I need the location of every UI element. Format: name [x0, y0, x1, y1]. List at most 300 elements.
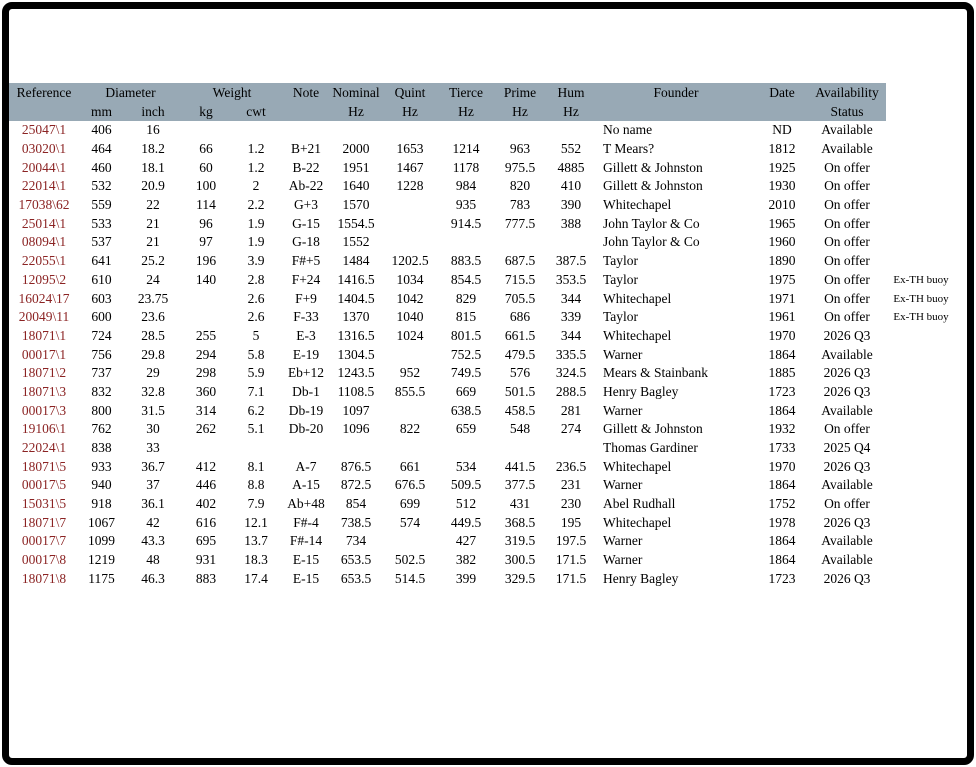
cell-mm: 762	[91, 421, 112, 437]
cell-hum: 230	[560, 496, 582, 512]
cell-date: 1864	[768, 477, 796, 493]
cell-hum: 171.5	[555, 570, 587, 586]
cell-reference[interactable]: 18071\1	[21, 327, 67, 343]
cell-nominal: 1304.5	[337, 346, 375, 362]
header-reference-sub	[9, 102, 79, 121]
table-row	[9, 383, 956, 402]
cell-kg: 97	[199, 234, 213, 250]
cell-hum	[546, 233, 596, 252]
cell-kg: 196	[195, 253, 217, 269]
cell-date: 1890	[768, 253, 796, 269]
cell-note: F-33	[293, 309, 319, 325]
table-row	[9, 140, 956, 159]
cell-availability: On offer	[824, 178, 870, 194]
cell-mm: 800	[91, 402, 112, 418]
cell-cwt: 2.6	[247, 309, 265, 325]
cell-hum: 231	[560, 477, 582, 493]
cell-mm: 1219	[88, 552, 115, 568]
cell-nominal: 1404.5	[337, 290, 375, 306]
cell-availability: 2026 Q3	[823, 514, 871, 530]
cell-inch: 23.75	[137, 290, 169, 306]
cell-reference[interactable]: 19106\1	[21, 421, 67, 437]
cell-date: 1961	[768, 309, 796, 325]
bell-stock-table	[9, 83, 956, 588]
cell-mm: 460	[91, 159, 112, 175]
cell-mm: 1099	[88, 533, 115, 549]
cell-reference[interactable]: 25014\1	[21, 215, 67, 231]
cell-tierce: 669	[455, 383, 477, 399]
header-cwt: cwt	[230, 102, 282, 121]
cell-reference[interactable]: 22024\1	[21, 440, 67, 456]
cell-inch: 48	[146, 552, 160, 568]
cell-date: 1930	[768, 178, 796, 194]
cell-mm: 933	[91, 458, 112, 474]
cell-cwt: 13.7	[244, 533, 268, 549]
cell-reference[interactable]: 18071\3	[21, 383, 67, 399]
cell-prime: 501.5	[504, 383, 536, 399]
table-row	[9, 364, 956, 383]
cell-founder: Henry Bagley	[603, 570, 679, 586]
table-row	[9, 121, 956, 140]
cell-inch: 22	[146, 197, 160, 213]
cell-reference[interactable]: 08094\1	[21, 234, 67, 250]
cell-mm: 1067	[88, 514, 115, 530]
cell-reference[interactable]: 16024\17	[18, 290, 70, 306]
cell-quint	[382, 233, 438, 252]
cell-founder: Taylor	[603, 309, 639, 325]
cell-cwt: 8.1	[247, 458, 265, 474]
cell-cwt: 2	[252, 178, 260, 194]
cell-prime: 458.5	[504, 402, 536, 418]
header-status: Status	[808, 102, 886, 121]
header-tierce-hz: Hz	[438, 102, 494, 121]
table-row	[9, 439, 956, 458]
cell-hum: 353.5	[555, 271, 587, 287]
cell-hum: 324.5	[555, 365, 587, 381]
cell-tierce: 659	[455, 421, 477, 437]
cell-prime	[494, 233, 546, 252]
cell-note: Db-19	[288, 402, 324, 418]
cell-tierce: 509.5	[450, 477, 482, 493]
cell-note: Db-20	[288, 421, 324, 437]
cell-availability: On offer	[824, 421, 870, 437]
cell-note: G+3	[293, 197, 319, 213]
cell-quint: 676.5	[394, 477, 426, 493]
cell-mm: 603	[91, 290, 112, 306]
table-row	[9, 457, 956, 476]
cell-nominal: 1108.5	[337, 383, 375, 399]
cell-kg: 360	[195, 383, 217, 399]
cell-prime: 368.5	[504, 514, 536, 530]
header-nominal-hz: Hz	[330, 102, 382, 121]
cell-note: F+24	[291, 271, 321, 287]
table-row	[9, 289, 956, 308]
cell-note: E-15	[292, 552, 320, 568]
cell-quint	[382, 121, 438, 140]
cell-founder: Warner	[603, 346, 643, 362]
cell-quint: 1042	[396, 290, 424, 306]
header-row-1	[9, 83, 956, 102]
cell-reference[interactable]: 00017\8	[21, 552, 67, 568]
cell-inch: 36.1	[141, 496, 165, 512]
cell-kg: 616	[195, 514, 217, 530]
cell-availability: 2026 Q3	[823, 458, 871, 474]
cell-prime: 715.5	[504, 271, 536, 287]
header-inch: inch	[124, 102, 182, 121]
cell-tierce: 935	[455, 197, 477, 213]
cell-remark	[886, 551, 956, 570]
cell-availability: On offer	[824, 159, 870, 175]
cell-prime: 705.5	[504, 290, 536, 306]
header-tierce: Tierce	[438, 83, 494, 102]
table-row	[9, 196, 956, 215]
cell-mm: 600	[91, 309, 112, 325]
cell-hum	[546, 121, 596, 140]
cell-date: 1864	[768, 402, 796, 418]
cell-inch: 24	[146, 271, 160, 287]
cell-inch: 37	[146, 477, 160, 493]
cell-mm: 559	[91, 197, 112, 213]
cell-hum: 344	[560, 290, 582, 306]
cell-inch: 21	[146, 215, 160, 231]
cell-note: B-22	[292, 159, 320, 175]
cell-hum: 236.5	[555, 458, 587, 474]
cell-kg	[182, 439, 230, 458]
cell-reference[interactable]: 20049\11	[18, 309, 70, 325]
cell-quint: 1228	[396, 178, 424, 194]
cell-kg: 140	[195, 271, 217, 287]
cell-inch: 16	[146, 122, 160, 138]
cell-remark	[886, 140, 956, 159]
cell-availability: 2026 Q3	[823, 365, 871, 381]
cell-note: A-15	[292, 477, 320, 493]
cell-hum: 410	[560, 178, 582, 194]
header-hum: Hum	[546, 83, 596, 102]
cell-date: 1723	[768, 383, 796, 399]
cell-date: 1723	[768, 570, 796, 586]
cell-remark	[886, 383, 956, 402]
cell-remark	[886, 513, 956, 532]
cell-quint	[382, 532, 438, 551]
cell-inch: 32.8	[141, 383, 165, 399]
cell-reference[interactable]: 22055\1	[21, 253, 67, 269]
header-remark-spacer-2	[886, 102, 956, 121]
header-availability: Availability	[808, 83, 886, 102]
cell-note	[282, 121, 330, 140]
cell-date: 1965	[768, 215, 796, 231]
table-row	[9, 252, 956, 271]
cell-mm: 838	[91, 440, 112, 456]
cell-remark	[886, 214, 956, 233]
cell-tierce: 914.5	[450, 215, 482, 231]
cell-availability: Available	[821, 402, 873, 418]
cell-kg: 262	[195, 421, 217, 437]
cell-cwt: 7.9	[247, 496, 265, 512]
cell-cwt: 1.2	[247, 141, 265, 157]
cell-kg: 931	[195, 552, 217, 568]
header-mm: mm	[79, 102, 124, 121]
cell-tierce: 512	[455, 496, 477, 512]
cell-kg: 402	[195, 496, 217, 512]
cell-inch: 29	[146, 365, 160, 381]
header-founder: Founder	[596, 83, 756, 102]
cell-quint	[382, 345, 438, 364]
cell-kg: 66	[199, 141, 213, 157]
cell-nominal: 1097	[342, 402, 370, 418]
cell-kg	[182, 121, 230, 140]
cell-nominal: 1552	[342, 234, 370, 250]
cell-date: ND	[772, 122, 792, 138]
cell-date: 2010	[768, 197, 796, 213]
cell-remark	[886, 121, 956, 140]
cell-prime: 548	[509, 421, 531, 437]
cell-inch: 18.1	[141, 159, 165, 175]
cell-availability: 2026 Q3	[823, 570, 871, 586]
cell-founder: Gillett & Johnston	[603, 159, 703, 175]
cell-inch: 33	[146, 440, 160, 456]
cell-quint: 1467	[396, 159, 424, 175]
cell-date: 1960	[768, 234, 796, 250]
cell-note: B+21	[290, 141, 322, 157]
table-row	[9, 233, 956, 252]
cell-kg: 114	[196, 197, 216, 213]
cell-cwt: 18.3	[244, 552, 268, 568]
cell-founder: No name	[603, 122, 653, 138]
cell-note	[282, 439, 330, 458]
cell-mm: 737	[91, 365, 112, 381]
cell-prime: 687.5	[504, 253, 536, 269]
cell-nominal: 2000	[342, 141, 370, 157]
cell-founder: Taylor	[603, 271, 639, 287]
cell-inch: 20.9	[141, 178, 165, 194]
cell-reference[interactable]: 00017\3	[21, 402, 67, 418]
cell-note: F+9	[295, 290, 317, 306]
cell-availability: Available	[821, 552, 873, 568]
cell-kg	[182, 289, 230, 308]
cell-prime: 963	[509, 141, 531, 157]
cell-reference[interactable]: 20044\1	[21, 159, 67, 175]
cell-tierce: 883.5	[450, 253, 482, 269]
cell-cwt: 5	[252, 327, 260, 343]
cell-nominal: 653.5	[340, 570, 372, 586]
cell-tierce: 829	[455, 290, 477, 306]
cell-mm: 406	[91, 122, 112, 138]
cell-remark	[886, 252, 956, 271]
cell-hum: 197.5	[555, 533, 587, 549]
cell-availability: Available	[821, 533, 873, 549]
header-nominal: Nominal	[330, 83, 382, 102]
cell-note: F#+5	[291, 253, 321, 269]
cell-availability: Available	[821, 122, 873, 138]
cell-availability: On offer	[824, 496, 870, 512]
cell-mm: 641	[91, 253, 112, 269]
cell-date: 1971	[768, 290, 796, 306]
table-body	[9, 121, 956, 588]
cell-mm: 464	[91, 141, 112, 157]
cell-founder: John Taylor & Co	[603, 215, 700, 231]
cell-quint	[382, 214, 438, 233]
cell-prime: 686	[509, 309, 531, 325]
cell-availability: Available	[821, 141, 873, 157]
cell-nominal: 872.5	[340, 477, 372, 493]
cell-quint: 855.5	[394, 383, 426, 399]
cell-cwt: 3.9	[247, 253, 265, 269]
cell-mm: 533	[91, 215, 112, 231]
cell-founder: Warner	[603, 533, 643, 549]
header-remark-spacer	[886, 83, 956, 102]
cell-note: G-15	[292, 215, 320, 231]
cell-remark	[886, 532, 956, 551]
cell-prime: 479.5	[504, 346, 536, 362]
cell-inch: 21	[146, 234, 160, 250]
header-quint: Quint	[382, 83, 438, 102]
header-reference: Reference	[9, 83, 79, 102]
cell-remark	[886, 345, 956, 364]
cell-date: 1864	[768, 346, 796, 362]
cell-cwt: 5.8	[247, 346, 265, 362]
cell-prime: 820	[509, 178, 531, 194]
cell-nominal	[330, 121, 382, 140]
cell-date: 1885	[768, 365, 796, 381]
cell-hum: 388	[560, 215, 582, 231]
table-row	[9, 401, 956, 420]
cell-reference[interactable]: 03020\1	[21, 141, 67, 157]
cell-hum: 4885	[557, 159, 585, 175]
cell-founder: Mears & Stainbank	[603, 365, 708, 381]
cell-cwt: 6.2	[247, 402, 265, 418]
cell-quint: 1040	[396, 309, 424, 325]
cell-tierce: 752.5	[450, 346, 482, 362]
cell-availability: 2025 Q4	[823, 440, 871, 456]
cell-nominal: 1554.5	[337, 215, 375, 231]
cell-reference[interactable]: 00017\7	[21, 533, 67, 549]
cell-note: A-7	[295, 458, 317, 474]
cell-prime: 576	[509, 365, 531, 381]
header-prime: Prime	[494, 83, 546, 102]
cell-nominal: 734	[345, 533, 367, 549]
cell-availability: Available	[821, 477, 873, 493]
table-row	[9, 345, 956, 364]
cell-mm: 532	[91, 178, 112, 194]
cell-hum: 171.5	[555, 552, 587, 568]
cell-tierce: 801.5	[450, 327, 482, 343]
cell-prime: 777.5	[504, 215, 536, 231]
cell-quint	[382, 401, 438, 420]
cell-kg: 60	[199, 159, 213, 175]
cell-kg: 412	[195, 458, 217, 474]
cell-date: 1932	[768, 421, 796, 437]
cell-founder: Whitechapel	[603, 514, 672, 530]
cell-date: 1812	[768, 141, 796, 157]
cell-quint: 574	[399, 514, 421, 530]
cell-reference[interactable]: 18071\2	[21, 365, 67, 381]
cell-reference[interactable]: 18071\8	[21, 570, 67, 586]
cell-date: 1752	[768, 496, 796, 512]
header-row-2	[9, 102, 956, 121]
cell-cwt: 2.8	[247, 271, 265, 287]
cell-reference[interactable]: 00017\1	[21, 346, 67, 362]
cell-inch: 28.5	[141, 327, 165, 343]
cell-cwt: 17.4	[244, 570, 268, 586]
cell-reference[interactable]: 18071\7	[21, 514, 67, 530]
cell-cwt: 2.6	[247, 290, 265, 306]
cell-cwt: 1.2	[247, 159, 265, 175]
cell-reference[interactable]: 22014\1	[21, 178, 67, 194]
cell-reference[interactable]: 18071\5	[21, 458, 67, 474]
cell-availability: On offer	[824, 197, 870, 213]
cell-tierce: 854.5	[450, 271, 482, 287]
cell-quint: 661	[399, 458, 421, 474]
cell-founder: Whitechapel	[603, 197, 672, 213]
cell-hum: 344	[560, 327, 582, 343]
cell-tierce: 1178	[452, 159, 480, 175]
cell-prime	[494, 121, 546, 140]
cell-reference[interactable]: 25047\1	[21, 122, 67, 138]
cell-cwt: 7.1	[247, 383, 265, 399]
cell-cwt	[230, 121, 282, 140]
cell-inch: 23.6	[141, 309, 165, 325]
cell-hum: 288.5	[555, 383, 587, 399]
cell-cwt: 2.2	[247, 197, 265, 213]
cell-tierce: 382	[455, 552, 477, 568]
cell-cwt: 8.8	[247, 477, 265, 493]
cell-founder: Whitechapel	[603, 327, 672, 343]
cell-nominal: 1951	[342, 159, 370, 175]
cell-reference[interactable]: 15031\5	[21, 496, 67, 512]
cell-nominal: 854	[345, 496, 367, 512]
cell-reference[interactable]: 17038\62	[18, 197, 70, 213]
cell-founder: Thomas Gardiner	[603, 440, 698, 456]
cell-date: 1864	[768, 533, 796, 549]
cell-remark: Ex-TH buoy	[893, 311, 949, 324]
cell-nominal: 1484	[342, 253, 370, 269]
cell-date: 1970	[768, 458, 796, 474]
header-date: Date	[756, 83, 808, 102]
cell-founder: Taylor	[603, 253, 639, 269]
cell-quint: 1024	[396, 327, 424, 343]
cell-inch: 31.5	[141, 402, 165, 418]
cell-quint: 514.5	[394, 570, 426, 586]
cell-note: E-19	[292, 346, 320, 362]
cell-founder: Henry Bagley	[603, 383, 679, 399]
cell-remark	[886, 439, 956, 458]
cell-availability: On offer	[824, 215, 870, 231]
cell-founder: Warner	[603, 402, 643, 418]
header-hum-hz: Hz	[546, 102, 596, 121]
cell-prime: 319.5	[504, 533, 536, 549]
cell-founder: Whitechapel	[603, 290, 672, 306]
cell-reference[interactable]: 00017\5	[21, 477, 67, 493]
cell-cwt: 5.9	[247, 365, 265, 381]
cell-quint: 952	[399, 365, 421, 381]
cell-nominal: 653.5	[340, 552, 372, 568]
cell-remark	[886, 420, 956, 439]
table-row	[9, 495, 956, 514]
cell-mm: 1175	[88, 570, 115, 586]
cell-remark	[886, 570, 956, 589]
cell-date: 1925	[768, 159, 796, 175]
cell-reference[interactable]: 12095\2	[21, 271, 67, 287]
cell-kg: 298	[195, 365, 217, 381]
cell-inch: 43.3	[141, 533, 165, 549]
header-kg: kg	[182, 102, 230, 121]
cell-cwt: 5.1	[247, 421, 265, 437]
cell-quint: 1034	[396, 271, 424, 287]
cell-tierce: 534	[455, 458, 477, 474]
cell-tierce	[438, 233, 494, 252]
cell-remark	[886, 327, 956, 346]
cell-hum: 281	[560, 402, 582, 418]
